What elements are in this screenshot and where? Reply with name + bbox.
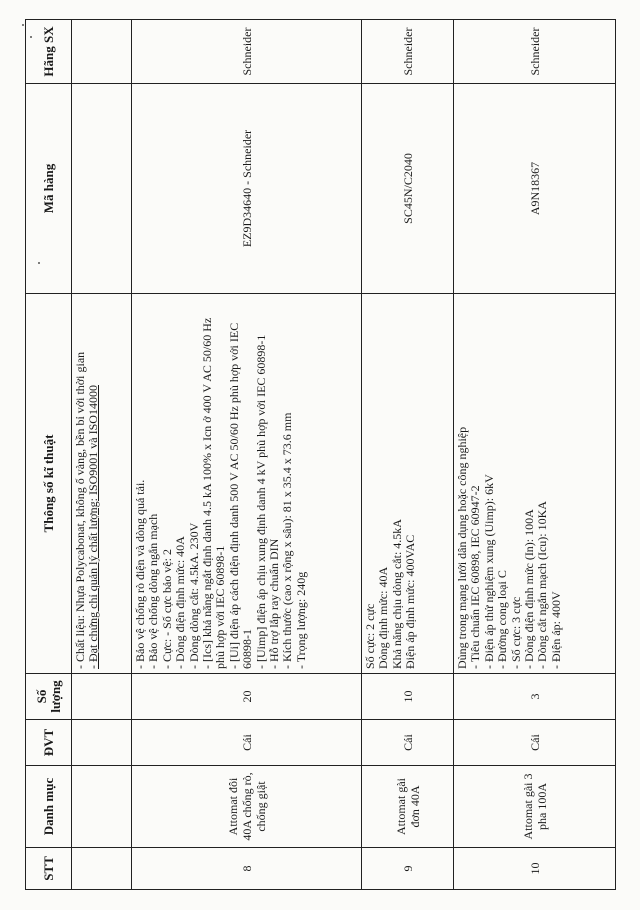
cell-danh-muc: Attomat đôi 40A chống rò, chống giật xyxy=(132,766,362,848)
spec-line: - Số cực: 3 cực xyxy=(508,596,523,669)
cell-ma-hang: SC45N/C2040 xyxy=(362,84,454,294)
header-hang-sx: Hãng SX xyxy=(26,20,72,84)
spec-line: - Đạt chứng chỉ quản lý chất lượng: ISO9001 và ISO14000 xyxy=(86,385,101,669)
spec-table xyxy=(25,19,616,890)
cell-stt: 8 xyxy=(132,848,362,890)
cell-so-luong: 20 xyxy=(132,674,362,720)
spec-line: - [Ics] khả năng ngắt định danh 4.5 kA 100% x Icn ở 400 V AC 50/60 Hz phù hợp với IEC 60898-1 xyxy=(200,317,228,669)
header-danh-muc: Danh mục xyxy=(26,766,72,848)
spec-line: - Chất liệu: Nhựa Polycabonat, không ố vàng, bền bỉ với thời gian xyxy=(73,351,87,669)
cell-dvt: Cái xyxy=(454,720,616,766)
table-header-row xyxy=(26,20,72,890)
cell-dvt xyxy=(72,720,132,766)
cell-ma-hang: EZ9D34640 - Schneider xyxy=(132,84,362,294)
table-row xyxy=(454,20,616,890)
cell-spec xyxy=(72,294,132,674)
cell-stt xyxy=(72,848,132,890)
cell-spec xyxy=(362,294,454,674)
cell-dvt: Cái xyxy=(132,720,362,766)
cell-spec xyxy=(132,294,362,674)
spec-line: - Dòng dòng cắt: 4.5kA. 230V xyxy=(186,522,201,669)
cell-hang-sx xyxy=(72,20,132,84)
spec-line: Khả năng chịu dòng cắt: 4.5kA xyxy=(389,519,404,669)
spec-line: Dòng định mức: 40A xyxy=(376,566,391,669)
cell-hang-sx: Schneider xyxy=(362,20,454,84)
spec-line: Dùng trong mạng lưới dân dụng hoặc công nghiệp xyxy=(455,426,469,669)
spec-line: - Bảo vệ chống dòng ngắn mạch xyxy=(146,513,161,669)
table-row xyxy=(72,20,132,890)
spec-line: - Bảo vệ chống rò điện và dòng quá tải. xyxy=(133,479,147,669)
cell-danh-muc xyxy=(72,766,132,848)
cell-stt: 9 xyxy=(362,848,454,890)
header-ma-hang: Mã hàng xyxy=(26,84,72,294)
spec-line: - Cực: - Số cực bảo vệ: 2 xyxy=(159,549,174,669)
cell-so-luong: 3 xyxy=(454,674,616,720)
cell-dvt: Cái xyxy=(362,720,454,766)
spec-line: - [Ui] điện áp cách điện định danh 500 V AC 50/60 Hz phù hợp với IEC 60898-1 xyxy=(226,322,255,669)
cell-so-luong xyxy=(72,674,132,720)
spec-line: - Dòng điện định mức: 40A xyxy=(173,536,188,669)
cell-danh-muc: Attomat gài đơn 40A xyxy=(362,766,454,848)
spec-line: - Hỗ trợ lắp ray chuẩn DIN xyxy=(267,538,282,669)
spec-line: - Kích thước (cao x rộng x sâu): 81 x 35.4 x 73.6 mm xyxy=(280,412,295,669)
scan-speck xyxy=(22,24,24,26)
cell-hang-sx: Schneider xyxy=(454,20,616,84)
header-stt: STT xyxy=(26,848,72,890)
spec-line: - Điện áp: 400V xyxy=(548,591,563,669)
cell-hang-sx: Schneider xyxy=(132,20,362,84)
spec-line: - Dòng cắt ngắn mạch (Icu): 10KA xyxy=(535,501,550,669)
spec-line: - Trọng lượng: 240g xyxy=(293,571,308,669)
cell-spec xyxy=(454,294,616,674)
spec-line: - Dòng điện định mức (In): 100A xyxy=(522,509,537,669)
spec-line: Số cực: 2 cực xyxy=(363,603,377,669)
spec-line: - Tiêu chuẩn IEC 60898, IEC 60947-2 xyxy=(468,485,483,669)
cell-ma-hang xyxy=(72,84,132,294)
header-thong-so: Thông số kĩ thuật xyxy=(26,294,72,674)
cell-danh-muc: Attomat gài 3 pha 100A xyxy=(454,766,616,848)
cell-so-luong: 10 xyxy=(362,674,454,720)
header-so-luong: Số lượng xyxy=(26,674,72,720)
spec-line: - Điện áp thử nghiệm xung (Uimp): 6kV xyxy=(481,474,496,669)
table-row xyxy=(132,20,362,890)
cell-stt: 10 xyxy=(454,848,616,890)
header-dvt: ĐVT xyxy=(26,720,72,766)
spec-line: - [Uimp] điện áp chịu xung định danh 4 kV phù hợp với IEC 60898-1 xyxy=(253,334,268,669)
cell-ma-hang: A9N18367 xyxy=(454,84,616,294)
table-row xyxy=(362,20,454,890)
spec-line: - Đường cong loại C xyxy=(495,570,510,669)
spec-line: Điện áp định mức: 400VAC xyxy=(403,534,418,669)
rotated-document-table xyxy=(25,20,615,890)
